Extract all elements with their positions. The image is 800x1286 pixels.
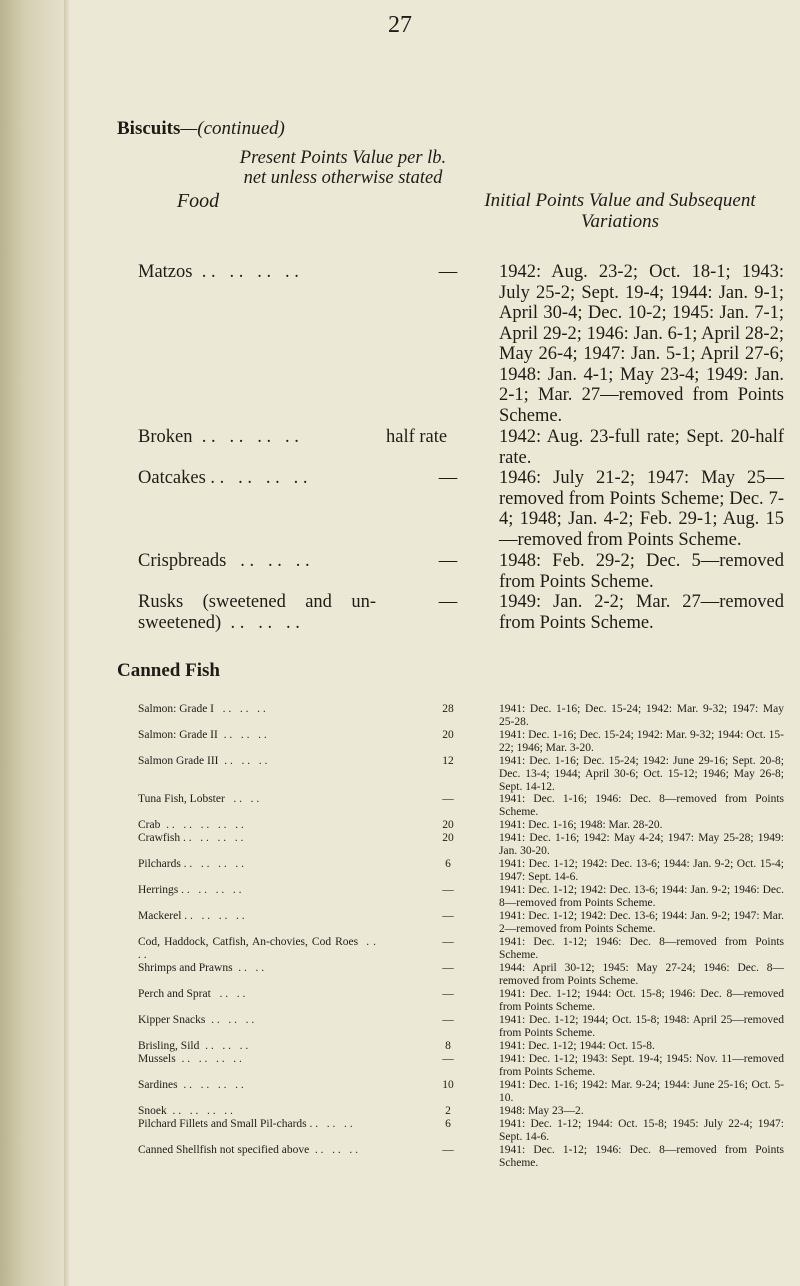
food-name: Salmon: Grade II . . . . . . (138, 729, 267, 741)
points-value: 6 (445, 858, 451, 870)
variations-text: 1942: Aug. 23-full rate; Sept. 20-half rate. (499, 427, 784, 468)
canned-fish-heading: Canned Fish (117, 660, 220, 681)
food-name: Herrings . . . . . . . . (138, 884, 242, 896)
food-name: Crawfish . . . . . . . . (138, 832, 244, 844)
variations-text: 1941: Dec. 1-12; 1944: Oct. 15-8; 1946: Dec. 8—removed from Points Scheme. (499, 988, 784, 1013)
food-name: Crispbreads . . . . . . (138, 551, 310, 571)
food-name: Tuna Fish, Lobster . . . . (138, 793, 260, 805)
points-value: 12 (442, 755, 454, 767)
variations-text: 1941: Dec. 1-12; 1946: Dec. 8—removed from Points Scheme. (499, 936, 784, 961)
points-value: — (442, 962, 454, 974)
food-name: Rusks (sweetened and un-sweetened) . . . . . . (138, 592, 376, 633)
points-value: 2 (445, 1105, 451, 1117)
page-number: 27 (388, 12, 412, 38)
food-name: Salmon: Grade I . . . . . . (138, 703, 266, 715)
food-name: Cod, Haddock, Catfish, An-chovies, Cod Roes . . . . (138, 936, 385, 961)
section-heading (117, 118, 285, 140)
points-value: 10 (442, 1079, 454, 1091)
food-name: Perch and Sprat . . . . (138, 988, 246, 1000)
food-name: Shrimps and Prawns . . . . (138, 962, 265, 974)
variations-text: 1941: Dec. 1-16; 1942: May 4-24; 1947: May 25-28; 1949: Jan. 30-20. (499, 832, 784, 857)
variations-text: 1942: Aug. 23-2; Oct. 18-1; 1943: July 25-2; Sept. 19-4; 1944: Jan. 9-1; April 30-4; Dec. 10-2; 1945: Jan. 7-1; April 29-2; 1946: Jan. 6-1; April 28-2; May 26-4; 1947: Jan. 5-1; April 27-6; 1948: Jan. 4-1; May 23-4; 1949: Jan. 2-1; Mar. 27—removed from Points Scheme. (499, 262, 784, 426)
header-food: Food (176, 190, 220, 212)
points-value: 6 (445, 1118, 451, 1130)
food-name: Pilchards . . . . . . . . (138, 858, 245, 870)
variations-text: 1941: Dec. 1-16; 1942: Mar. 9-24; 1944: June 25-16; Oct. 5-10. (499, 1079, 784, 1104)
variations-text: 1944: April 30-12; 1945: May 27-24; 1946: Dec. 8—removed from Points Scheme. (499, 962, 784, 987)
points-value: — (438, 592, 458, 612)
points-value: — (438, 468, 458, 488)
points-value: — (438, 551, 458, 571)
food-name: Oatcakes . . . . . . . . (138, 468, 308, 488)
food-name: Snoek . . . . . . . . (138, 1105, 233, 1117)
variations-text: 1941: Dec. 1-16; Dec. 15-24; 1942: Mar. 9-32; 1947: May 25-28. (499, 703, 784, 728)
section-continued-note: —(continued) (180, 118, 285, 139)
variations-text: 1941: Dec. 1-12; 1943: Sept. 19-4; 1945: Nov. 11—removed from Points Scheme. (499, 1053, 784, 1078)
points-value: 8 (445, 1040, 451, 1052)
points-value: 20 (442, 832, 454, 844)
variations-text: 1941: Dec. 1-12; 1944: Oct. 15-8. (499, 1040, 655, 1052)
points-value: — (442, 884, 454, 896)
points-value: — (442, 1053, 454, 1065)
food-name: Salmon Grade III . . . . . . (138, 755, 268, 767)
page-edge (0, 0, 64, 1286)
food-name: Pilchard Fillets and Small Pil-chards . . . . . . (138, 1118, 353, 1130)
points-value: — (442, 910, 454, 922)
section-title: Biscuits (117, 118, 181, 139)
points-value: 20 (442, 729, 454, 741)
variations-text: 1941: Dec. 1-12; 1942: Dec. 13-6; 1944: Jan. 9-2; 1947: Mar. 2—removed from Points Scheme. (499, 910, 784, 935)
points-value: — (442, 936, 454, 948)
points-value: — (442, 1144, 454, 1156)
variations-text: 1941: Dec. 1-16; 1948: Mar. 28-20. (499, 819, 663, 831)
variations-text: 1941: Dec. 1-12; 1944; Oct. 15-8; 1948: April 25—removed from Points Scheme. (499, 1014, 784, 1039)
variations-text: 1941: Dec. 1-12; 1946: Dec. 8—removed from Points Scheme. (499, 1144, 784, 1169)
food-name: Canned Shellfish not specified above . . . . . . (138, 1144, 359, 1156)
variations-text: 1941: Dec. 1-16; 1946: Dec. 8—removed from Points Scheme. (499, 793, 784, 818)
variations-text: 1941: Dec. 1-12; 1942: Dec. 13-6; 1944: Jan. 9-2; Oct. 15-4; 1947: Sept. 14-6. (499, 858, 784, 883)
variations-text: 1948: Feb. 29-2; Dec. 5—removed from Points Scheme. (499, 551, 784, 592)
food-name: Matzos . . . . . . . . (138, 262, 299, 282)
header-initial-points: Initial Points Value and Subsequent Variations (484, 190, 756, 232)
header-present-points: Present Points Value per lb. net unless otherwise stated (239, 148, 447, 188)
food-name: Sardines . . . . . . . . (138, 1079, 244, 1091)
points-value: — (442, 793, 454, 805)
variations-text: 1948: May 23—2. (499, 1105, 584, 1117)
food-name: Mussels . . . . . . . . (138, 1053, 242, 1065)
points-value: — (438, 262, 458, 282)
points-value: 20 (442, 819, 454, 831)
variations-text: 1941: Dec. 1-12; 1942: Dec. 13-6; 1944: Jan. 9-2; 1946: Dec. 8—removed from Points Scheme. (499, 884, 784, 909)
food-name: Kipper Snacks . . . . . . (138, 1014, 255, 1026)
points-value: half rate (386, 427, 448, 447)
food-name: Crab . . . . . . . . . . (138, 819, 244, 831)
variations-text: 1949: Jan. 2-2; Mar. 27—removed from Points Scheme. (499, 592, 784, 633)
points-value: 28 (442, 703, 454, 715)
points-value: — (442, 1014, 454, 1026)
variations-text: 1941: Dec. 1-16; Dec. 15-24; 1942: Mar. 9-32; 1944: Oct. 15-22; 1946; Mar. 3-20. (499, 729, 784, 754)
variations-text: 1946: July 21-2; 1947: May 25—removed from Points Scheme; Dec. 7-4; 1948; Jan. 4-2; Feb. 29-1; Aug. 15—removed from Points Scheme. (499, 468, 784, 550)
variations-text: 1941: Dec. 1-16; Dec. 15-24; 1942: June 29-16; Sept. 20-8; Dec. 13-4; 1944; April 30-6; Oct. 15-12; 1946; May 26-8; Sept. 14-12. (499, 755, 784, 793)
variations-text: 1941: Dec. 1-12; 1944: Oct. 15-8; 1945: July 22-4; 1947: Sept. 14-6. (499, 1118, 784, 1143)
food-name: Mackerel . . . . . . . . (138, 910, 245, 922)
points-value: — (442, 988, 454, 1000)
food-name: Broken . . . . . . . . (138, 427, 299, 447)
food-name: Brisling, Sild . . . . . . (138, 1040, 249, 1052)
